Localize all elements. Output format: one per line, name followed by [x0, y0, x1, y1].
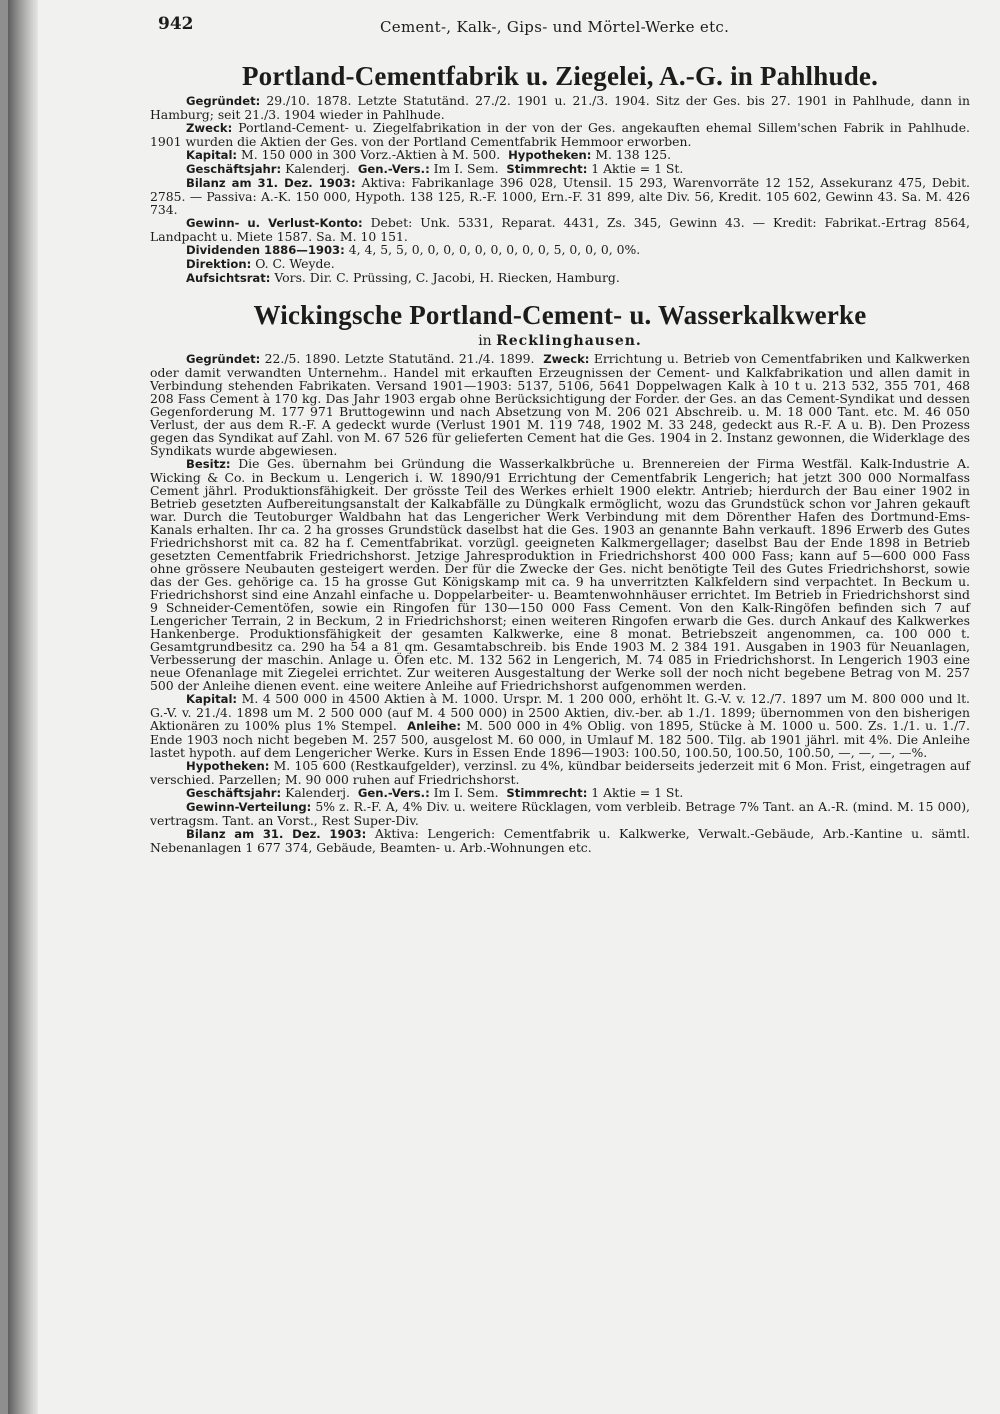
page-header: [158, 14, 988, 44]
company-entry-2: [150, 352, 970, 854]
company-title-2: Wickingsche Portland-Cement- u. Wasserkalkwerke: [253, 300, 867, 330]
entry-gegruendet: Gegründet: 29./10. 1878. Letzte Statutänd. 27./2. 1901 u. 21./3. 1904. Sitz der Ges. bis 27. 1901 in Pahlhude, dann in Hamburg; seit 21./3. 1904 wieder in Pahlhude.: [150, 93, 970, 122]
running-head: Cement-, Kalk-, Gips- und Mörtel-Werke etc.: [380, 18, 730, 36]
document-page: [8, 0, 1000, 1414]
entry-hypotheken: Hypotheken: M. 105 600 (Restkaufgelder), verzinsl. zu 4%, kündbar beiderseits jederzeit mit 6 Mon. Frist, eingetragen auf verschied. Parzellen; M. 90 000 ruhen auf Friedrichshorst.: [150, 758, 970, 787]
company-title-1: Portland-Cementfabrik u. Ziegelei, A.-G. in Pahlhude.: [241, 61, 879, 91]
page-content: [150, 60, 970, 1400]
entry-bilanz: Bilanz am 31. Dez. 1903: Aktiva: Fabrikanlage 396 028, Utensil. 15 293, Warenvorräte 12 152, Assekuranz 475, Debit. 2785. — Passiva: A.-K. 150 000, Hypoth. 138 125, R.-F. 1000, Ern.-F. 31 899, alte Div. 56, Kredit. 105 602, Gewinn 43. Sa. M. 426 734.: [150, 175, 970, 217]
entry-direktion: Direktion: O. C. Weyde.: [186, 256, 335, 271]
book-gutter: [8, 0, 38, 1414]
entry-kapital-anleihe: Kapital: M. 4 500 000 in 4500 Aktien à M. 1000. Urspr. M. 1 200 000, erhöht lt. G.-V. v. 12./7. 1897 um M. 800 000 und lt. G.-V. v. 21./4. 1898 um M. 2 500 000 (auf M. 4 500 000) in 2500 Aktien, div.-ber. ab 1./1. 1899; übernommen von den bisherigen Aktionären zu 100% plus 1% Stempel. Anleihe: M. 500 000 in 4% Oblig. von 1895, Stücke à M. 1000 u. 500. Zs. 1./1. u. 1./7. Ende 1903 noch nicht begeben M. 257 500, ausgelost M. 60 000, in Umlauf M. 182 500. Tilg. ab 1901 jährl. mit 4%. Die Anleihe lastet hypoth. auf dem Lengericher Werke. Kurs in Essen Ende 1896—1903: 100.50, 100.50, 100.50, 100.50, —, —, —, —%.: [150, 691, 970, 760]
entry-gegruendet-zweck: Gegründet: 22./5. 1890. Letzte Statutänd. 21./4. 1899. Zweck: Errichtung u. Betrieb von Cementfabriken und Kalkwerken oder damit verwandten Unternehm.. Handel mit erkauften Erzeugnissen der Cement- und Kalkfabrikation und allen damit in Verbindung stehenden Fabrikaten. Versand 1901—1903: 5137, 5106, 5641 Doppelwagen Kalk à 10 t u. 213 532, 355 701, 468 208 Fass Cement à 170 kg. Das Jahr 1903 ergab ohne Berücksichtigung der Forder. der Ges. an das Cement-Syndikat und dessen Gegenforderung M. 177 971 Bruttogewinn und nach Absetzung von M. 206 021 Abschreib. u. M. 18 000 Tant. etc. M. 46 050 Verlust, der aus dem R.-F. A gedeckt wurde (Verlust 1901 M. 119 748, 1902 M. 33 248, gedeckt aus R.-F. A u. B). Den Prozess gegen das Syndikat auf Zahl. von M. 67 526 für gelieferten Cement hat die Ges. 1904 in 2. Instanz gewonnen, die Widerklage des Syndikats wurde abgewiesen.: [150, 351, 970, 458]
entry-bilanz-2: Bilanz am 31. Dez. 1903: Aktiva: Lengerich: Cementfabrik u. Kalkwerke, Verwalt.-Gebäude, Arb.-Kantine u. sämtl. Nebenanlagen 1 677 374, Gebäude, Beamten- u. Arb.-Wohnungen etc.: [150, 826, 971, 855]
entry-geschaeftsjahr: Geschäftsjahr: Kalenderj. Gen.-Vers.: Im I. Sem. Stimmrecht: 1 Aktie = 1 St.: [186, 161, 684, 176]
page-number: 942: [158, 14, 194, 34]
entry-gewinn-verlust: Gewinn- u. Verlust-Konto: Debet: Unk. 5331, Reparat. 4431, Zs. 345, Gewinn 43. — Kredit: Fabrikat.-Ertrag 8564, Landpacht u. Miete 1587. Sa. M. 10 151.: [150, 215, 970, 244]
entry-zweck: Zweck: Portland-Cement- u. Ziegelfabrikation in der von der Ges. angekauften ehemal Sillem'schen Fabrik in Pahlhude. 1901 wurden die Aktien der Ges. von der Portland Cementfabrik Hemmoor erworben.: [150, 120, 970, 149]
company-subtitle-2: in Recklinghausen.: [478, 333, 642, 349]
entry-dividenden: Dividenden 1886—1903: 4, 4, 5, 5, 0, 0, 0, 0, 0, 0, 0, 0, 0, 5, 0, 0, 0, 0%.: [186, 242, 641, 257]
entry-aufsichtsrat: Aufsichtsrat: Vors. Dir. C. Prüssing, C. Jacobi, H. Riecken, Hamburg.: [186, 270, 620, 285]
entry-besitz: Besitz: Die Ges. übernahm bei Gründung die Wasserkalkbrüche u. Brennereien der Firma Westfäl. Kalk-Industrie A. Wicking & Co. in Beckum u. Lengerich i. W. 1890/91 Errichtung der Cementfabrik Lengerich; hat jetzt 300 000 Normalfass Cement jährl. Produktionsfähigkeit. Der grösste Teil des Werkes erhielt 1900 elektr. Antrieb; hierdurch der Bau einer 1902 in Betrieb gesetzten Aufbereitungsanstalt der Kalkabfälle zu Düngkalk ermöglicht, wozu das Grundstück schon vor Jahren gekauft war. Durch die Teutoburger Waldbahn hat das Lengericher Werk Verbindung mit dem Dörenther Hafen des Dortmund-Ems-Kanals erhalten. Ihr ca. 2 ha grosses Grundstück daselbst hat die Ges. 1903 an genannte Bahn verkauft. 1896 Erwerb des Gutes Friedrichshorst mit ca. 82 ha f. Cementfabrikat. vorzügl. geeigneten Kalkmergellager; daselbst Bau der Ende 1898 in Betrieb gesetzten Cementfabrik Friedrichshorst. Jetzige Jahresproduktion in Friedrichshorst 400 000 Fass; kann auf 5—600 000 Fass ohne grössere Neubauten gesteigert werden. Der für die Zwecke der Ges. nicht benötigte Teil des Gutes Friedrichshorst, sowie das der Ges. gehörige ca. 15 ha grosse Gut Königskamp mit ca. 9 ha unverritzten Kalkfeldern sind verpachtet. In Beckum u. Friedrichshorst sind eine Anzahl einfache u. Doppelarbeiter- u. Beamtenwohnhäuser errichtet. Im Betrieb in Friedrichshorst sind 9 Schneider-Cementöfen, sowie ein Ringofen für 130—150 000 Fass Cement. Von den Kalk-Ringöfen befinden sich 7 auf Lengericher Terrain, 2 in Beckum, 2 in Friedrichshorst; einen weiteren Ringofen erwarb die Ges. durch Ankauf des Kalkwerkes Hankenberge. Produktionsfähigkeit der gesamten Kalkwerke, eine 8 monat. Betriebszeit angenommen, ca. 100 000 t. Gesamtgrundbesitz ca. 290 ha 54 a 81 qm. Gesamtabschreib. bis Ende 1903 M. 2 384 191. Ausgaben in 1903 für Neuanlagen, Verbesserung der maschin. Anlage u. Öfen etc. M. 132 562 in Lengerich, M. 74 085 in Friedrichshorst. In Lengerich 1903 eine neue Ofenanlage mit Ziegelei errichtet. Zur weiteren Ausgestaltung der Werke soll der noch nicht begebene Betrag von M. 257 500 der Anleihe dienen event. eine weitere Anleihe auf Friedrichshorst aufgenommen werden.: [150, 456, 970, 693]
company-place-2: Recklinghausen.: [496, 333, 642, 349]
entry-kapital: Kapital: M. 150 000 in 300 Vorz.-Aktien à M. 500. Hypotheken: M. 138 125.: [186, 147, 672, 162]
company-entry-1: [150, 94, 970, 285]
entry-geschaeftsjahr-2: Geschäftsjahr: Kalenderj. Gen.-Vers.: Im I. Sem. Stimmrecht: 1 Aktie = 1 St.: [186, 785, 684, 800]
entry-gewinn-verteilung: Gewinn-Verteilung: 5% z. R.-F. A, 4% Div. u. weitere Rücklagen, vom verbleib. Betrage 7% Tant. an A.-R. (mind. M. 15 000), vertragsm. Tant. an Vorst., Rest Super-Div.: [150, 799, 970, 828]
